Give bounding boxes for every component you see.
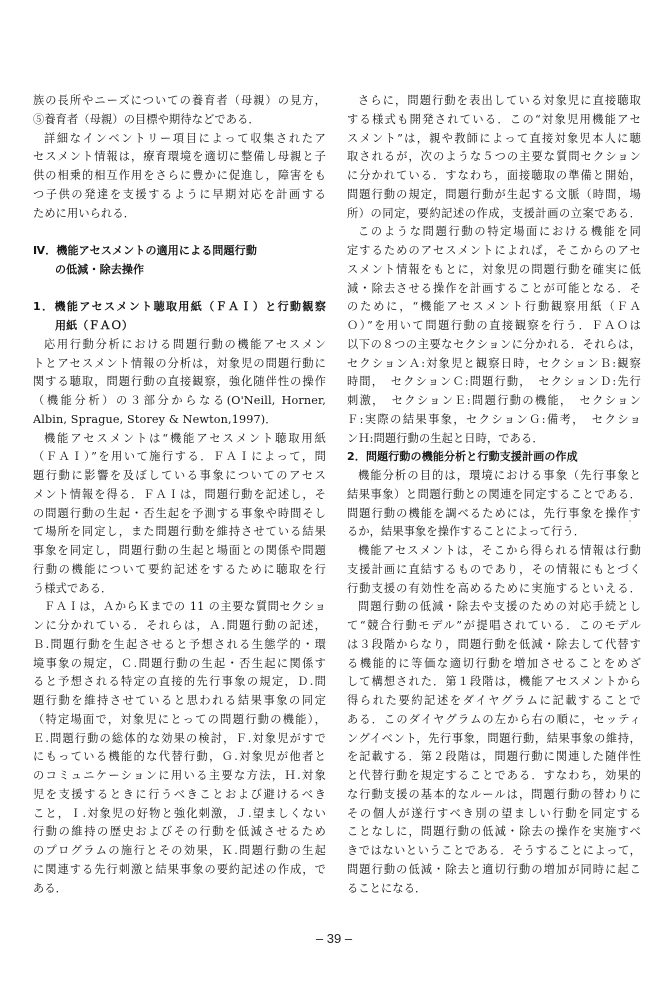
text-line: るか，結果事象を操作することによって行う． [347,525,586,539]
text-line: ＦＡＩは，ＡからＫまでの 11 の主要な質問セクショ [44,600,326,614]
text-line: 行動の維持の歴史およびその行動を低減させるため [33,825,326,839]
text-line: 結果事象）と問題行動との関連を同定することである． [347,487,641,501]
text-line: ために用いられる． [33,206,136,220]
text-line: セクションＡ:対象児と観察日時，セクションＢ:観察 [347,356,641,370]
text-line: に分かれている．すなわち，面接聴取の準備と開始， [347,169,641,182]
text-line: 題行動を維持させていると思われる結果事象の同定 [33,694,326,707]
blank-line [33,223,326,242]
text-line: 以下の８つの主要なセクションに分かれる．それらは， [347,337,641,351]
text-line: 族の長所やニーズについての養育者（母親）の見方， [33,94,326,107]
text-line: メント情報を得る．ＦＡＩは，問題行動を記述し，そ [33,487,326,501]
text-line: ングイベント，先行事象，問題行動，結果事象の維持， [347,731,641,745]
text-line: （特定場面で，対象児にとっての問題行動の機能）， [33,712,326,726]
text-line: 詳細なインベントリー項目によって収集されたア [44,131,326,145]
section-heading-line: 用紙（ＦＡＯ） [55,319,134,332]
text-line: さらに，問題行動を表出している対象児に直接聴取 [358,94,641,107]
section-heading-line: 1．機能アセスメント聴取用紙（ＦＡＩ）と行動観察 [33,300,326,314]
text-line: 所）の同定，要約記述の作成，支援計画の立案である． [347,206,641,220]
text-line: ると予想される特定の直接的先行事象の規定，Ｄ.問 [33,675,326,689]
scan-speck [629,520,631,522]
text-line: このような問題行動の特定場面における機能を同 [358,225,641,239]
text-line: 機能アセスメントは“機能アセスメント聴取用紙 [44,431,326,445]
text-line: Ｅ.問題行動の総体的な効果の検討，Ｆ.対象児がすで [33,731,326,745]
text-line: Albin, Sprague, Storey & Newton,1997)． [33,412,277,426]
text-line: つ子供の発達を支援するように早期対応を計画する [33,187,326,201]
text-line: 境事象の規定，Ｃ.問題行動の生起・否生起に関係す [33,656,326,670]
text-line: 機能アセスメントは，そこから得られる情報は行動 [358,544,641,557]
text-line: う様式である． [33,581,113,595]
text-line: ンＨ:問題行動の生起と日時，である． [347,431,544,445]
text-line: に関連する先行刺激と結果事象の要約記述の作成，で [33,862,326,876]
text-line: 供の相乗的相互作用をさらに豊かに促進し，障害をも [33,169,326,182]
left-column [33,92,326,898]
text-line: 題行動に影響を及ぼしている事象についてのアセス [33,469,326,482]
text-line: ることになる． [347,881,427,895]
section-heading-line: の低減・除去操作 [55,262,145,276]
text-line: スメント情報をもとに，対象児の問題行動を確実に低 [347,262,641,276]
text-line: Ｏ）”を用いて問題行動の直接観察を行う．ＦＡＯは [347,319,641,332]
text-line: （機能分析）の３部分からなる(O'Neill, Horner, [33,394,326,407]
text-line: 刺激， セクションＥ:問題行動の機能， セクション [347,394,641,407]
text-line: のコミュニケーションに用いる主要な方法，Ｈ.対象 [33,769,326,782]
text-line: きではないということである．そうすることによって， [347,844,641,857]
text-line: にもっている機能的な代替行動，Ｇ.対象児が他者と [33,750,326,764]
page-number: – 39 – [315,931,353,946]
text-line: 支援計画に直結するものであり，その情報にもとづく [347,562,641,576]
text-line: 定するためのアセスメントによれば，そこからのアセ [347,244,641,257]
text-line: は３段階からなり，問題行動を低減・除去して代替す [347,637,641,651]
text-line: セスメント情報は，療育環境を適切に整備し母親と子 [33,150,326,164]
section-heading-line: 2．問題行動の機能分析と行動支援計画の作成 [347,450,578,464]
text-line: 関する聴取，問題行動の直接観察，強化随伴性の操作 [33,375,326,389]
text-line: 時間， セクションＣ:問題行動， セクションＤ:先行 [347,375,641,389]
section-heading-line: Ⅳ．機能アセスメントの適用による問題行動 [33,244,257,257]
text-line: する様式も開発されている．この“対象児用機能アセ [347,112,641,126]
text-line: 問題行動の規定，問題行動が生起する文脈（時間，場 [347,187,641,201]
text-line: して構想された．第１段階は，機能アセスメントから [347,675,641,689]
text-line: Ｆ:実際の結果事象，セクションＧ:備考， セクショ [347,412,641,426]
text-line: ある． [33,881,68,895]
text-line: こと，Ｉ.対象児の好物と強化刺激，Ｊ.望ましくない [33,806,326,820]
text-line: て場所を同定し，また問題行動を維持させている結果 [33,525,326,539]
text-line: その個人が遂行すべき別の望ましい行動を同定する [347,806,641,820]
text-line: 問題行動の低減・除去や支援のための対応手続とし [358,600,641,614]
text-line: スメント”は，親や教師によって直接対象児本人に聴 [347,131,641,145]
text-line: 児を支援するときに行うべきことおよび避けるべき [33,787,326,801]
text-line: 問題行動の低減・除去と適切行動の増加が同時に起こ [347,862,641,876]
text-line: 行動の機能について要約記述をするために聴取を行 [33,562,326,576]
text-line: 事象を同定し，問題行動の生起と場面との関係や問題 [33,544,326,557]
text-line: ある．このダイヤグラムの左から右の順に，セッティ [347,712,641,726]
text-line: Ｂ.問題行動を生起させると予想される生態学的・環 [33,637,326,651]
right-column [347,92,641,898]
text-line: （ＦＡＩ）”を用いて施行する．ＦＡＩによって，問 [33,450,326,464]
text-line: トとアセスメント情報の分析は，対象児の問題行動に [33,356,326,370]
text-line: 減・除去させる操作を計画することが可能となる．そ [347,281,641,295]
text-line: 得られた要約記述をダイヤグラムに記載することで [347,694,641,707]
text-line: ⑤養育者（母親）の目標や期待などである． [33,112,260,126]
text-line: を記載する．第２段階は，問題行動に関連した随伴性 [347,750,641,764]
text-line: て“競合行動モデル”が提唱されている．このモデル [347,619,641,632]
text-line: 行動支援の有効性を高めるために実施するといえる． [347,581,641,595]
text-line: 問題行動の機能を調べるためには，先行事象を操作す [347,506,641,520]
blank-line [33,280,326,299]
text-line: ことなしに，問題行動の低減・除去の操作を実施すべ [347,825,641,839]
text-line: 取されるが，次のような５つの主要な質問セクション [347,150,641,164]
text-line: 応用行動分析における問題行動の機能アセスメン [44,337,326,351]
text-line: な行動支援の基本的なルールは，問題行動の替わりに [347,787,641,801]
text-line: の問題行動の生起・否生起を予測する事象や時間そし [33,506,326,520]
text-line: と代替行動を規定することである．すなわち，効果的 [347,769,641,782]
text-line: 機能分析の目的は，環境における事象（先行事象と [358,469,641,482]
text-line: のために，“機能アセスメント行動観察用紙（ＦＡ [347,300,641,314]
text-line: のプログラムの施行とその効果，Ｋ.問題行動の生起 [33,844,326,857]
text-line: ンに分かれている．それらは，Ａ.問題行動の記述， [33,619,326,632]
text-line: る機能的に等価な適切行動を増加させることをめざ [347,656,641,670]
